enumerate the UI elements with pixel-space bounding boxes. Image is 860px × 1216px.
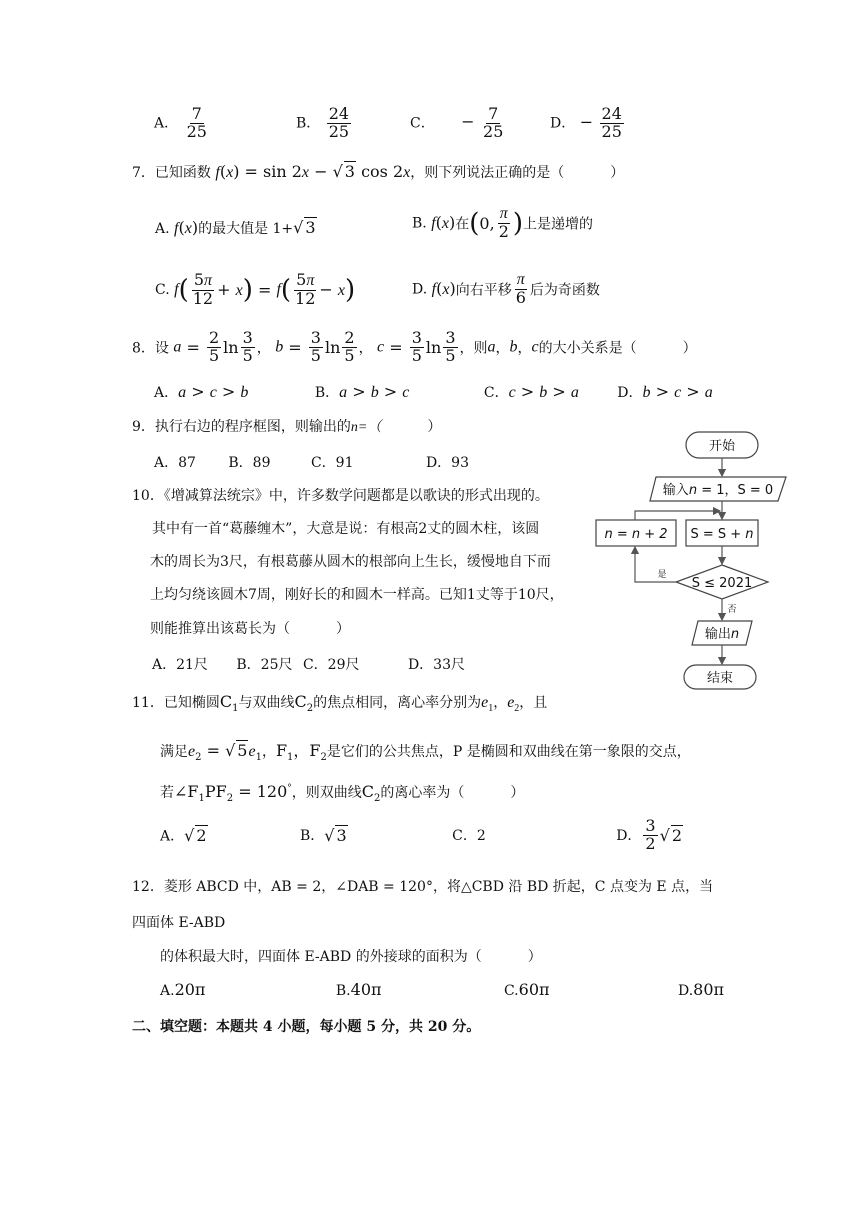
flow-update-s-text	[690, 527, 753, 542]
flow-input-text	[663, 482, 773, 498]
ln: ln	[223, 337, 239, 357]
comma: ，	[495, 340, 510, 357]
flow-output-text	[705, 626, 739, 642]
q11-l1-pre: 11．已知椭圆	[132, 695, 220, 711]
paren-close: )	[512, 208, 524, 239]
q11-d-sqrt: √ 2	[659, 825, 682, 845]
q7-a-text: 的最大值是 1+	[198, 221, 294, 237]
equals: =	[283, 337, 307, 357]
plus-x: + x	[217, 279, 243, 299]
q8-close: ）	[682, 340, 697, 357]
q11-a-value: √ 2	[184, 825, 207, 845]
q7-d-label: D.	[412, 281, 432, 298]
minus-sign: −	[461, 112, 475, 132]
c2: $C_2$	[294, 692, 314, 715]
paren-close: )	[242, 274, 253, 305]
fraction: $\frac{24}{25}$	[601, 104, 622, 141]
var-c: c	[531, 338, 539, 356]
fraction-5pi-12: $\frac{5\pi}{12}$	[295, 270, 316, 308]
c1: $C_1$	[219, 692, 239, 715]
q12-a-value: 20π	[174, 980, 206, 999]
e2: $e_2$	[507, 694, 520, 715]
minus-sign: −	[579, 112, 594, 132]
q12-d-label: D.	[677, 983, 694, 999]
q7-option-b	[412, 206, 593, 241]
q10-line5	[150, 618, 350, 638]
flow-input-mid: ，S = 0	[724, 483, 774, 498]
q12-c-label: C.	[503, 983, 519, 999]
math-f: f	[174, 220, 179, 237]
q11-options	[160, 818, 683, 853]
q11-l1-tail: ，且	[519, 695, 548, 711]
q9-option-a: A．87	[154, 455, 196, 471]
flow-input-n: n	[688, 483, 698, 498]
q8-tail2: 的大小关系是（	[538, 340, 637, 357]
q11-l1-mid2: 的焦点相同，离心率分别为	[313, 695, 482, 711]
q11-line1: 11．已知椭圆$C_1$与双曲线$C_2$的焦点相同，离心率分别为$e_1$，$e_2$，且	[132, 692, 548, 715]
sqrt3: √ 3	[293, 218, 316, 237]
math-paren: (x)	[178, 218, 199, 237]
var-a: a	[173, 338, 182, 356]
math-paren: (x)	[435, 213, 456, 233]
q12-close: ）	[527, 949, 542, 965]
q8-stem	[132, 330, 697, 365]
q7-close: ）	[610, 165, 625, 181]
q11-option-c: C．2	[452, 828, 486, 845]
flow-cond-text: S ≤ 2021	[691, 576, 753, 591]
flow-update-n-text: n = n + 2	[604, 527, 668, 542]
q12-b-value: 40π	[350, 980, 382, 999]
q7-b-label: B.	[412, 215, 432, 232]
q12-line3	[160, 946, 542, 966]
q7-c-label: C.	[155, 281, 175, 298]
q11-l2-pre: 满足	[160, 744, 188, 760]
q9-stem	[132, 416, 441, 436]
q6-c-label: C．	[410, 115, 435, 132]
q11-l2-mid: ，	[261, 744, 276, 760]
fraction: $\frac{7}{25}$	[186, 104, 207, 141]
math-f: f	[276, 280, 281, 298]
flow-input-pre: 输入	[662, 483, 689, 498]
fraction: $\frac{7}{25}$	[483, 104, 504, 141]
q10-option-d: D．33尺	[407, 657, 465, 673]
flow-output-n: n	[730, 627, 740, 642]
q11-l2-tail: 是它们的公共焦点，P 是椭圆和双曲线在第一象限的交点，	[326, 744, 691, 760]
fraction: $\frac{3}{2}$	[645, 816, 656, 853]
q12-a-label: A.	[160, 983, 175, 999]
e1: $e_1$	[481, 694, 494, 715]
q7-d-text: 向右平移	[455, 282, 512, 299]
fraction: $\frac{2}{5}$	[344, 328, 355, 365]
var-b: b	[509, 338, 518, 356]
fraction-pi-6: $\frac{\pi}{6}$	[515, 271, 526, 307]
minus-x: − x	[319, 279, 346, 299]
equals: =	[252, 280, 277, 300]
flow-no-label: 否	[727, 605, 737, 615]
q9-stem-text: 9．执行右边的程序框图，则输出的	[132, 419, 351, 435]
q10-option-b: B．25尺	[236, 657, 293, 673]
fraction: $\frac{3}{5}$	[242, 328, 253, 365]
flow-update-s-n: n	[745, 527, 754, 542]
q12-c-value: 60π	[518, 980, 550, 999]
q11-l3-tail: 的离心率为（	[380, 785, 465, 801]
q11-close: ）	[510, 785, 525, 801]
q10-options	[152, 654, 465, 674]
q8-stem-pre: 8．设	[132, 340, 169, 357]
q7-formula: (x) = sin 2x − √ 3 cos 2x	[219, 162, 411, 181]
flow-start-text: 开始	[708, 439, 736, 454]
flow-loop-yes	[635, 547, 676, 582]
var-b: b	[275, 338, 284, 356]
math-f: f	[431, 214, 436, 232]
q8-d-label: D．	[617, 385, 643, 401]
q7-option-a	[155, 218, 317, 238]
q10-option-a: A．21尺	[152, 657, 208, 673]
q10-line4: 上均匀绕该圆木7周，刚好长的和圆木一样高。已知1丈等于10尺，	[150, 587, 564, 603]
q12-line2: 四面体 E-ABD	[132, 915, 226, 931]
q6-option-b	[296, 106, 353, 141]
q6-b-label: B．	[296, 115, 321, 132]
fraction-pi-2: $\frac{\pi}{2}$	[498, 205, 509, 241]
q11-d-label: D．	[616, 828, 642, 845]
q10-line1: 10．《增减算法统宗》中，许多数学问题都是以歌诀的形式出现的。	[132, 488, 549, 504]
comma: ，	[358, 340, 373, 357]
q7-a-label: A.	[155, 221, 175, 237]
e2-eq: $e_2$ = √ $5e_1$	[188, 741, 262, 764]
q12-b-label: B.	[335, 983, 351, 999]
equals: =	[384, 337, 408, 357]
q10-line2: 其中有一首“葛藤缠木”，大意是说：有根高2丈的圆木柱，该圆	[152, 521, 540, 537]
q9-close: ）	[427, 419, 442, 435]
fraction: $\frac{3}{5}$	[445, 328, 456, 365]
q8-a-expr: a > c > b	[178, 382, 249, 401]
math-paren: (x)	[436, 279, 456, 299]
q11-l3-mid: ，则双曲线	[291, 785, 362, 801]
math-f: f	[174, 280, 179, 298]
angle: $\angle F_1PF_2 = 120^\circ$	[174, 782, 292, 805]
q9-options	[154, 452, 469, 472]
q9-option-d: D．93	[425, 455, 469, 471]
q6-option-c	[410, 106, 507, 141]
q9-option-b: B．89	[228, 455, 271, 471]
q11-l3-pre: 若	[160, 785, 174, 801]
q8-d-expr: b > c > a	[642, 382, 713, 401]
q6-option-d	[550, 106, 626, 141]
flow-output-pre: 输出	[704, 627, 731, 642]
q12-line1: 12．菱形 ABCD 中，AB = 2，∠DAB = 120°，将△CBD 沿 BD 折起，C 点变为 E 点，当	[132, 879, 714, 895]
ln: ln	[324, 337, 341, 357]
q8-options	[154, 382, 713, 402]
flow-loop-back	[635, 511, 720, 520]
fraction: $\frac{3}{5}$	[310, 328, 321, 365]
fraction-5pi-12: $\frac{5\pi}{12}$	[192, 270, 214, 308]
ln: ln	[425, 337, 442, 357]
q9-option-c: C．91	[310, 455, 354, 471]
comma: ，	[517, 340, 532, 357]
q9-n-eq: n=（	[350, 420, 382, 435]
q7-option-c	[155, 272, 355, 308]
q7-b-tail: 上是递增的	[523, 216, 594, 233]
q8-b-label: B．	[314, 385, 340, 401]
q7-function: f	[215, 164, 220, 181]
q7-stem-post: ，则下列说法正确的是（	[410, 165, 565, 181]
q6-a-label: A．	[154, 115, 179, 132]
flow-update-s-pre: S = S +	[690, 527, 746, 542]
q10-close: ）	[336, 621, 350, 637]
q11-b-label: B．	[299, 828, 325, 845]
q7-b-in: 在	[455, 216, 470, 233]
flow-input-eq: = 1	[697, 483, 725, 498]
q11-b-value: √ 3	[324, 825, 347, 845]
q12-options	[160, 980, 724, 999]
q6-option-a	[154, 106, 211, 141]
foci: $F_1$，$F_2$	[275, 741, 327, 764]
paren-open: (	[178, 274, 189, 305]
paren-close: )	[345, 274, 356, 305]
comma: ，	[256, 340, 271, 357]
section-2-heading: 二、填空题：本题共 4 小题，每小题 5 分，共 20 分。	[132, 1019, 481, 1035]
q7-option-d	[412, 272, 600, 307]
fraction: $\frac{2}{5}$	[208, 328, 220, 365]
c2: $C_2$	[361, 782, 381, 805]
fraction: $\frac{3}{5}$	[411, 328, 422, 365]
paren-open: (	[469, 208, 480, 239]
math-f: f	[431, 280, 437, 298]
zero: 0,	[479, 213, 495, 233]
paren-open: (	[280, 274, 292, 305]
q8-c-expr: c > b > a	[508, 382, 579, 401]
q10-line5-text: 则能推算出该葛长为（	[150, 621, 290, 637]
q8-b-expr: a > b > c	[339, 382, 410, 401]
flow-yes-label: 是	[657, 570, 667, 580]
q7-stem-pre: 7．已知函数	[132, 165, 211, 181]
q6-d-label: D．	[550, 115, 576, 132]
equals: =	[181, 337, 205, 357]
q11-line2	[160, 738, 691, 763]
q10-line3: 木的周长为3尺，有根葛藤从圆木的根部向上生长，缓慢地自下而	[150, 554, 551, 570]
vars-abc: a	[487, 338, 496, 356]
fraction: $\frac{24}{25}$	[328, 104, 350, 141]
flowchart	[590, 425, 800, 695]
q11-a-label: A．	[160, 828, 185, 845]
q7-d-tail: 后为奇函数	[529, 282, 600, 299]
q12-d-value: 80π	[693, 980, 725, 999]
q7-stem	[132, 162, 624, 182]
var-c: c	[377, 338, 385, 356]
q8-c-label: C．	[483, 385, 509, 401]
q8-tail: ，则	[459, 340, 488, 357]
q10-option-c: C．29尺	[302, 657, 360, 673]
q11-l1-mid: 与双曲线	[238, 695, 295, 711]
q11-line3	[160, 782, 524, 804]
flow-end-text: 结束	[706, 671, 734, 686]
q8-a-label: A．	[154, 385, 179, 401]
q12-l3-text: 的体积最大时，四面体 E-ABD 的外接球的面积为（	[160, 949, 482, 965]
